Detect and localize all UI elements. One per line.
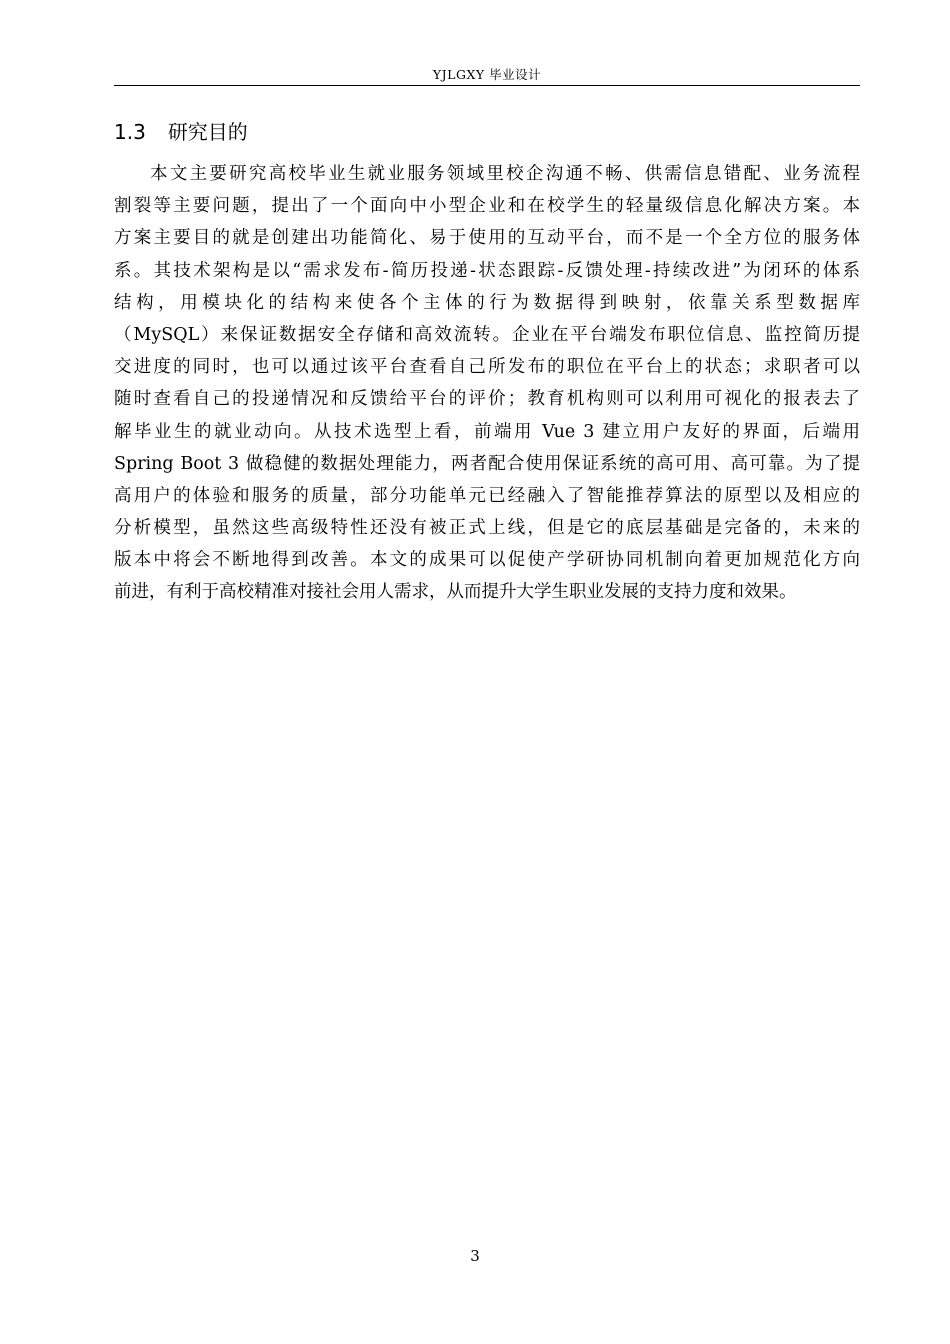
paragraph-line: （MySQL）来保证数据安全存储和高效流转。企业在平台端发布职位信息、监控简历提 xyxy=(114,324,860,345)
section-number: 1.3 xyxy=(114,120,146,144)
paragraph-line: 前进，有利于高校精准对接社会用人需求，从而提升大学生职业发展的支持力度和效果。 xyxy=(114,582,797,603)
running-header: YJLGXY 毕业设计 xyxy=(432,67,542,82)
page-number: 3 xyxy=(470,1247,480,1265)
paragraph-line: 方案主要目的就是创建出功能简化、易于使用的互动平台，而不是一个全方位的服务体 xyxy=(114,228,860,249)
header-rule xyxy=(114,85,860,86)
paragraph-line: 结构，用模块化的结构来使各个主体的行为数据得到映射，依靠关系型数据库 xyxy=(114,292,860,313)
paragraph-line: 高用户的体验和服务的质量，部分功能单元已经融入了智能推荐算法的原型以及相应的 xyxy=(114,485,860,506)
paragraph-line: 解毕业生的就业动向。从技术选型上看，前端用 Vue 3 建立用户友好的界面，后端用 xyxy=(114,421,860,442)
paragraph-line: 交进度的同时，也可以通过该平台查看自己所发布的职位在平台上的状态；求职者可以 xyxy=(114,357,860,378)
paragraph-line: Spring Boot 3 做稳健的数据处理能力，两者配合使用保证系统的高可用、高可靠。为了提 xyxy=(114,453,860,474)
section-title: 研究目的 xyxy=(167,120,248,144)
paragraph-line: 分析模型，虽然这些高级特性还没有被正式上线，但是它的底层基础是完备的，未来的 xyxy=(114,518,860,539)
paragraph-line: 随时查看自己的投递情况和反馈给平台的评价；教育机构则可以利用可视化的报表去了 xyxy=(114,389,860,410)
body-paragraph xyxy=(114,158,860,609)
section-heading xyxy=(114,117,248,147)
paragraph-line: 系。其技术架构是以“需求发布-简历投递-状态跟踪-反馈处理-持续改进”为闭环的体系 xyxy=(114,260,860,281)
paragraph-line: 本文主要研究高校毕业生就业服务领域里校企沟通不畅、供需信息错配、业务流程 xyxy=(150,164,860,184)
paragraph-line: 版本中将会不断地得到改善。本文的成果可以促使产学研协同机制向着更加规范化方向 xyxy=(114,550,860,571)
paragraph-line: 割裂等主要问题，提出了一个面向中小型企业和在校学生的轻量级信息化解决方案。本 xyxy=(114,196,860,217)
